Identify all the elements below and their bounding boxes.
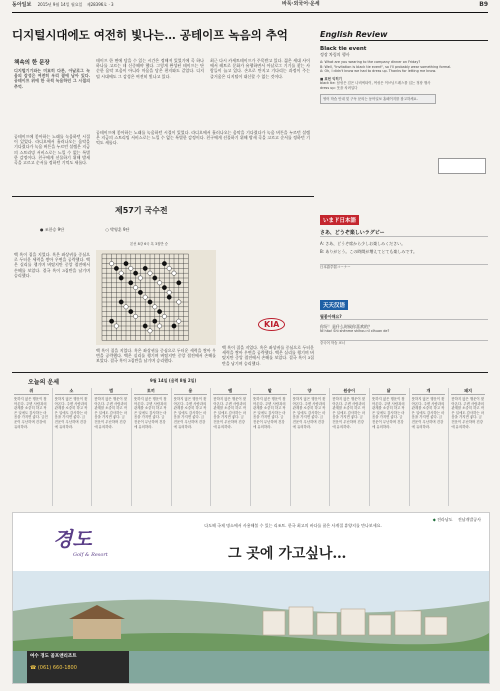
article-headline: 디지털시대에도 여전히 빛나는… 공테이프 녹음의 추억 [12,28,288,42]
baduk-commentary-3: 백 흑이 집을 지었다. 흑은 좌상귀를 중심으로 두터운 세력을 쌓아 우변을 공략했다. 백은 실리를 챙기며 버텼지만 중앙 접전에서 손해를 보았다. 결국 흑이 3집반을 남기며 승리했다. [222,345,314,366]
ad-sponsor-2: 전남개발공사 [457,517,481,522]
baduk-result: 본선 8강 6국 흑 3집반 승 [130,242,169,246]
baduk-board [96,250,216,345]
article-body-2: 테이프 한 면에 담을 수 있는 시간은 정해져 있었기에 곡 하나하나를 고르는 데 신중해야 했다. 그렇게 완성된 테이프는 단순한 음악 모음이 아니라 마음을 담은 편지와도 같았다. 디지털 시대에도 그 감성은 여전히 빛나고 있다. [96,58,204,79]
horoscope-sign-name: 말 [253,388,287,395]
baduk-commentary-2: 백 흑이 집을 지었다. 흑은 좌상귀를 중심으로 두터운 세력을 쌓아 우변을 공략했다. 백은 실리를 챙기며 버텼지만 중앙 접전에서 손해를 보았다. 결국 흑이 3집반을 남기며 승리했다. [96,348,216,364]
white-player: 박영훈 9단 [110,227,130,232]
column-title: 책속의 한 문장 [14,60,50,66]
white-stone [157,281,161,285]
black-stone [133,271,137,275]
white-stone [148,329,152,333]
horoscope-sign [210,388,247,506]
masthead [12,2,488,11]
black-stone [153,319,157,323]
top-rule [12,12,488,13]
ad-logo-sub: Golf & Resort [73,552,108,558]
horoscope-sign [12,388,49,506]
horoscope-sign-name: 쥐 [14,388,49,395]
resort-ad [12,512,490,684]
ad-logo [53,523,123,573]
white-stone [119,271,123,275]
paper-name: 동아일보 [12,2,32,8]
baduk-title: 제57기 국수전 [115,206,168,215]
white-stone [133,285,137,289]
japanese-logo: いまド日本語 [320,215,359,225]
black-player: 조한승 9단 [44,227,65,232]
english-title: Black tie event [320,46,367,52]
horoscope-sign [250,388,287,506]
horoscope-sign-name: 범 [94,388,128,395]
english-line-2: B: Well, "Invitation is black tie event", so I'll probably wear something formal. [320,64,452,69]
black-stone [129,281,133,285]
ad-phone: ☎ (061) 660-1800 [30,665,77,671]
black-stone [129,309,133,313]
english-line-3: A: Oh, I didn't know we had to dress up. Thanks for letting me know. [320,69,436,74]
white-stone [153,305,157,309]
horoscope-text: 뜻하지 않은 행운이 찾아온다. 주변 사람과의 관계를 소중히 하고 작은 일에도 감사하는 마음을 가지면 좋다. 금전운이 무난하며 건강에 유의하라. [451,397,485,429]
horoscope-sign [91,388,128,506]
white-stone [157,324,161,328]
black-stone [177,281,181,285]
article-lead: 디지털기기와는 미묘히 다른, 아날로그 녹음의 감성은 여전히 우리 곁에 남아 있다. 공테이프 위에 한 곡씩 녹음하던 그 시절의 추억. [14,68,90,89]
black-stone [143,324,147,328]
horoscope-sign [409,388,446,506]
black-stone [119,276,123,280]
japanese-line-2: B: ありがとう。この時間が増えてとても楽しみです。 [320,249,418,254]
horoscope-text: 뜻하지 않은 행운이 찾아온다. 주변 사람과의 관계를 소중히 하고 작은 일에도 감사하는 마음을 가지면 좋다. 금전운이 무난하며 건강에 유의하라. [94,397,128,429]
japanese-line-1: A: さあ、どうぞ席から少しお楽しみください。 [320,241,406,246]
ad-company-box [27,651,129,683]
horoscope-text: 뜻하지 않은 행운이 찾아온다. 주변 사람과의 관계를 소중히 하고 작은 일에도 감사하는 마음을 가지면 좋다. 금전운이 무난하며 건강에 유의하라. [332,397,366,429]
horoscope-sign-name: 닭 [372,388,406,395]
black-stone [172,324,176,328]
ad-sponsor-1: 전라남도 [437,517,453,522]
japanese-note: 日本語学習コーナー [320,264,488,270]
horoscope-sign-name: 토끼 [134,388,168,395]
horoscope-sign [52,388,89,506]
black-stone [109,319,113,323]
horoscope-sign-name: 소 [55,388,89,395]
chinese-logo: 天天汉语 [320,300,348,310]
english-vocab-2: dress up: 옷을 차려입다 [320,85,358,90]
horoscope-text: 뜻하지 않은 행운이 찾아온다. 주변 사람과의 관계를 소중히 하고 작은 일에도 감사하는 마음을 가지면 좋다. 금전운이 무난하며 건강에 유의하라. [292,397,326,429]
white-stone [133,314,137,318]
horoscope-text: 뜻하지 않은 행운이 찾아온다. 주변 사람과의 관계를 소중히 하고 작은 일에도 감사하는 마음을 가지면 좋다. 금전운이 무난하며 건강에 유의하라. [411,397,445,429]
white-stone [129,266,133,270]
english-note: 영어 학습 안내 및 구독 문의는 동아일보 홈페이지를 참고하세요. [320,94,436,105]
white-stone [177,300,181,304]
horoscope-text: 뜻하지 않은 행운이 찾아온다. 주변 사람과의 관계를 소중히 하고 작은 일에도 감사하는 마음을 가지면 좋다. 금전운이 무난하며 건강에 유의하라. [134,397,167,429]
horoscope-text: 뜻하지 않은 행운이 찾아온다. 주변 사람과의 관계를 소중히 하고 작은 일에도 감사하는 마음을 가지면 좋다. 금전운이 무난하며 건강에 유의하라. [54,397,88,429]
horoscope-sign-name: 돼지 [451,388,485,395]
white-stone [172,271,176,275]
white-stone [167,290,171,294]
english-vocab-1: black tie: 남성은 검은 나비넥타이, 여성은 이브닝드레스를 입는 정장 행사 [320,81,431,86]
chinese-line-1: 你好！是什么时候你喜欢的？ [320,324,372,329]
english-review-box [320,30,488,205]
black-stone [119,300,123,304]
black-stone [157,309,161,313]
horoscope-sign-name: 원숭이 [332,388,366,395]
horoscope-sign [290,388,327,506]
horoscope-sign-name: 뱀 [213,388,247,395]
page-number: B9 [479,1,488,8]
white-stone [124,305,128,309]
english-vocab-label: ■ 표현 익히기 [320,76,342,81]
horoscope-sign-name: 용 [174,388,208,395]
black-stone [138,290,142,294]
black-stone-icon: ● [40,227,44,232]
black-stone [148,300,152,304]
chinese-note: 중국어 학습 코너 [320,340,488,346]
white-stone [114,324,118,328]
horoscope-sign [329,388,366,506]
horoscope-date: 9월 14일 (음력 8월 2일) [150,378,197,383]
horoscope-title: 오늘의 운세 [28,379,60,386]
horoscope-sign [448,388,485,506]
english-logo: English Review [320,30,488,41]
black-stone [162,285,166,289]
kia-logo: KIA [258,318,285,331]
black-stone [124,261,128,265]
white-stone [148,271,152,275]
black-stone [114,266,118,270]
horoscope-text: 뜻하지 않은 행운이 찾아온다. 주변 사람과의 관계를 소중히 하고 작은 일에도 감사하는 마음을 가지면 좋다. 금전운이 무난하며 건강에 유의하라. [372,397,405,429]
chinese-line-2: Nǐ hǎo! Shì shénme shíhou nǐ xǐhuan de? [320,329,390,333]
white-stone [143,295,147,299]
jeonnam-logo-icon: ◆ [432,517,436,522]
horoscope-divider [12,372,488,373]
baduk-players [40,227,300,232]
article-body-4: 공테이프에 좋아하는 노래를 녹음하던 시절이 있었다. 라디오에서 흘러나오는 음악을 기다렸다가 녹음 버튼을 누르던 설렘은 지금의 스트리밍 서비스로는 느낄 수 없는 특별한 감정이다. 친구에게 선물하기 위해 밤새 곡을 고르고 순서를 정하던 기억도 새롭다. [96,130,310,146]
horoscope-text: 뜻하지 않은 행운이 찾아온다. 주변 사람과의 관계를 소중히 하고 작은 일에도 감사하는 마음을 가지면 좋다. 금전운이 무난하며 건강에 유의하라. [14,397,48,429]
ad-logo-script: 경도 [53,527,92,551]
horoscope-grid [12,388,488,508]
horoscope-text: 뜻하지 않은 행운이 찾아온다. 주변 사람과의 관계를 소중히 하고 작은 일에도 감사하는 마음을 가지면 좋다. 금전운이 무난하며 건강에 유의하라. [253,397,286,429]
white-stone [177,319,181,323]
english-logo-badge [438,158,486,174]
baduk-commentary-1: 백 흑이 집을 지었다. 흑은 좌상귀를 중심으로 두터운 세력을 쌓아 우변을 공략했다. 백은 실리를 챙기며 버텼지만 중앙 접전에서 손해를 보았다. 결국 흑이 3집반을 남기며 승리했다. [14,252,90,278]
horoscope-sign [369,388,406,506]
white-stone [167,266,171,270]
japanese-box [320,207,488,289]
japanese-title: さあ、どうぞ楽しいラグビー [320,229,488,237]
horoscope-text: 뜻하지 않은 행운이 찾아온다. 주변 사람과의 관계를 소중히 하고 작은 일에도 감사하는 마음을 가지면 좋다. 금전운이 무난하며 건강에 유의하라. [173,397,207,429]
horoscope-sign [131,388,168,506]
ad-company: 여수 경도 골프앤리조트 [30,654,77,659]
black-stone [167,295,171,299]
date: 2015년 9월 14일 월요일 [37,2,83,7]
chinese-box [320,292,488,352]
section-name: 바둑·외국어·운세 [282,1,320,7]
horoscope-text: 뜻하지 않은 행운이 찾아온다. 주변 사람과의 관계를 소중히 하고 작은 일에도 감사하는 마음을 가지면 좋다. 금전운이 무난하며 건강에 유의하라. [213,397,247,429]
english-subtitle: 정장 차림의 행사 [320,52,350,57]
black-stone [143,266,147,270]
horoscope-sign-name: 양 [293,388,327,395]
white-stone [109,261,113,265]
article-body-1: 공테이프에 좋아하는 노래를 녹음하던 시절이 있었다. 라디오에서 흘러나오는 음악을 기다렸다가 녹음 버튼을 누르던 설렘은 지금의 스트리밍 서비스로는 느낄 수 없는 특별한 감정이다. 친구에게 선물하기 위해 밤새 곡을 고르고 순서를 정하던 기억도 새롭다. [14,134,90,166]
black-stone [153,276,157,280]
horoscope-sign [171,388,208,506]
ad-sponsors [433,517,481,522]
white-stone-icon: ○ [105,227,109,232]
white-stone [138,276,142,280]
ad-desc: 다도해 국제 명소에서 사용해볼 수 있는 리조트. 한국 최고의 바다를 품은 사계절 휴양지를 만나보세요. [204,523,382,528]
baduk-divider [12,196,314,197]
horoscope-sign-name: 개 [412,388,446,395]
article-body-3: 최근 다시 카세트테이프가 주목받고 있다. 젊은 세대 사이에서 레트로 문화가 유행하면서 아날로그 기기를 찾는 사람들이 늘고 있다. 손으로 만지고 기다리는 과정이 주는 즐거움은 디지털이 대신할 수 없는 것이다. [210,58,310,79]
ad-tagline: 그 곳에 가고싶나… [228,546,347,562]
chinese-title: 뭘좋아해요? [320,314,488,320]
issue: 제28396호 · 3 [86,2,114,7]
white-stone [162,314,166,318]
english-line-1: A: What are you wearing to the company dinner on Friday? [320,60,421,64]
black-stone [162,261,166,265]
